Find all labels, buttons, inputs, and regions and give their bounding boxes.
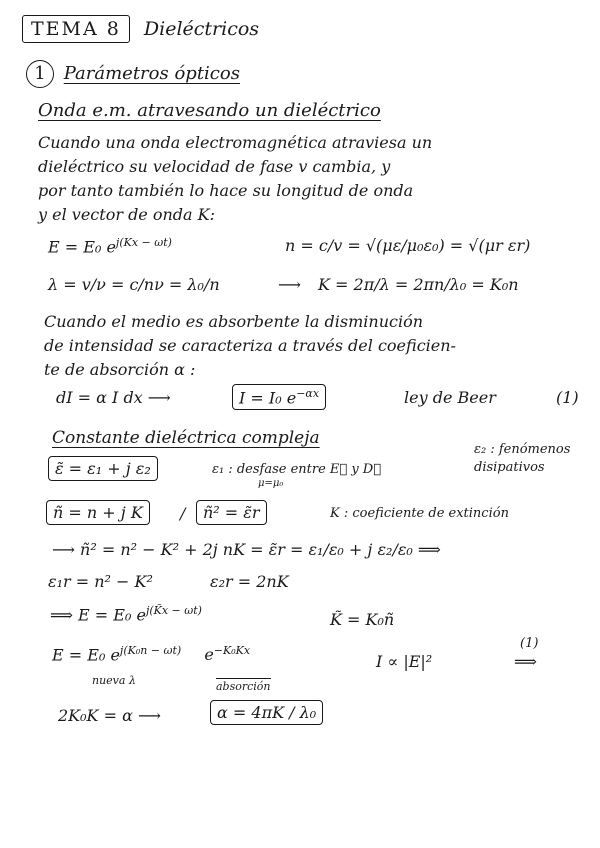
section-heading: [26, 60, 240, 88]
subheading-constante: Constante dieléctrica compleja: [52, 428, 320, 448]
note-eps2-line2: disipativos: [474, 460, 545, 475]
eq-complex-n: ñ = n + j K: [46, 500, 150, 525]
para2-line1: Cuando el medio es absorbente la disminución: [44, 312, 424, 331]
eq-expansion: ⟶ ñ² = n² − K² + 2j nK = ε̃r = ε₁/ε₀ + j ε₂/ε₀ ⟹: [52, 540, 441, 559]
eq-n-squared: ñ² = ε̃r: [196, 500, 267, 525]
eq9-arrow: ⟹: [514, 652, 537, 671]
eq2-arrow: ⟶: [278, 275, 301, 294]
mu-note: μ=μ₀: [258, 478, 284, 489]
eq5-sep: /: [180, 504, 186, 523]
eq-eps2r: ε₂r = 2nK: [210, 572, 289, 591]
label-absorcion: absorción: [216, 680, 271, 693]
section-title: Parámetros ópticos: [63, 63, 240, 84]
para1-line3: por tanto también lo hace su longitud de onda: [38, 181, 414, 200]
para1-line2: dieléctrico su velocidad de fase v cambia, y: [38, 157, 391, 176]
beer-law-label: ley de Beer: [404, 388, 496, 407]
para2-line2: de intensidad se caracteriza a través del coeficien-: [44, 336, 456, 355]
eq-absorption-diff: dI = α I dx ⟶: [56, 388, 171, 407]
eq-wavelength: λ = v/ν = c/nν = λ₀/n: [48, 275, 220, 294]
para1-line1: Cuando una onda electromagnética atraviesa un: [38, 133, 433, 152]
section-number: 1: [26, 60, 54, 88]
eq-alpha-boxed: α = 4πK / λ₀: [210, 700, 323, 725]
eq-eps1r: ε₁r = n² − K²: [48, 572, 153, 591]
header: [22, 18, 259, 40]
eq-split-wave: E = E₀ $e^{j(K_0n - \omega t)}$ $e^{-K_0Kx}$: [52, 644, 251, 665]
subheading-onda: Onda e.m. atravesando un dieléctrico: [38, 100, 381, 121]
eq-refractive-index: n = c/v = √(με/μ₀ε₀) = √(μr εr): [285, 236, 531, 255]
eq9-ref: (1): [520, 636, 539, 651]
eq-complex-wave: ⟹ E = E₀ $e^{j(K̃x - \omega t)}$: [50, 604, 202, 625]
note-extinction: K : coeficiente de extinción: [330, 506, 509, 521]
eq-complex-k: K̃ = K₀ñ: [330, 610, 395, 629]
label-nueva-lambda: nueva λ: [92, 674, 136, 687]
note-eps1: ε₁ : desfase entre E⃗ y D⃗: [212, 462, 382, 477]
eq-beer-boxed: I = I₀ $e^{-\alpha x}$: [232, 384, 326, 410]
eq-complex-eps: ε̃ = ε₁ + j ε₂: [48, 456, 158, 481]
para1-line4: y el vector de onda K:: [38, 205, 216, 224]
beer-ref: (1): [556, 388, 579, 407]
eq-intensity-prop: I ∝ |E|²: [376, 652, 433, 671]
eq-wavevector: K = 2π/λ = 2πn/λ₀ = K₀n: [318, 275, 519, 294]
para2-line3: te de absorción α :: [44, 360, 196, 379]
tema-label: TEMA 8: [22, 15, 130, 43]
eq-wave: E = E₀ $e^{j(Kx - \omega t)}$: [48, 236, 172, 257]
eq-alpha-relation: 2K₀K = α ⟶: [58, 706, 161, 725]
note-eps2-line1: ε₂ : fenómenos: [474, 442, 571, 457]
tema-title: Dieléctricos: [143, 18, 260, 40]
